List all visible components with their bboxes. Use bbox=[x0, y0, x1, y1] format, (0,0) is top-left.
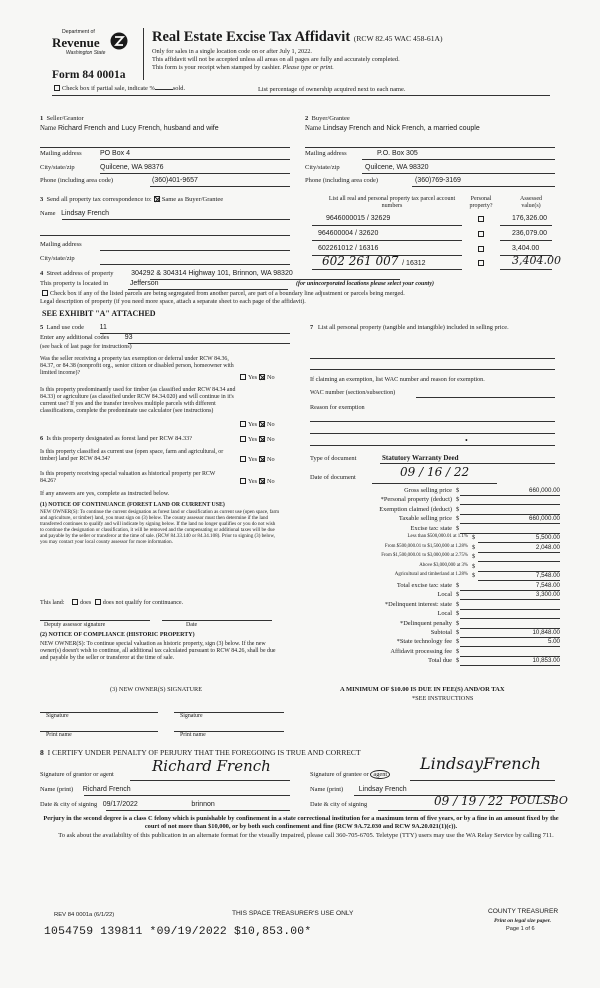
parcel-row-4-handwritten[interactable]: 602 261 007 / 16312 bbox=[322, 254, 426, 268]
form-title: Real Estate Excise Tax Affidavit bbox=[152, 29, 351, 45]
partial-sale-checkbox[interactable] bbox=[54, 85, 60, 91]
dept-line1: Department of bbox=[62, 29, 95, 35]
totals-row-label: Affidavit processing fee bbox=[390, 647, 452, 655]
dollar-sign: $ bbox=[472, 562, 476, 570]
grantor-city[interactable]: brinnon bbox=[191, 801, 215, 808]
dollar-sign: $ bbox=[456, 505, 460, 513]
q-forest-no[interactable] bbox=[259, 436, 265, 442]
totals-row-label: Local bbox=[437, 610, 452, 618]
grantee-date[interactable]: 09 / 19 / 22 bbox=[434, 794, 504, 808]
doc-type[interactable]: Statutory Warranty Deed bbox=[382, 454, 459, 462]
perjury-text: Perjury in the second degree is a class C felony which is punishable by confinement in a state correctional institution for a maximum term of five years, or by a fine in an amount fixed by the court of not more than $10,000, or by both such confinement and fine (RCW 9A.72.030 and RCW 9A.20.021(1)(c)). bbox=[43, 815, 559, 830]
form-number: Form 84 0001a bbox=[52, 69, 126, 81]
totals-row-value[interactable]: 660,000.00 bbox=[529, 487, 560, 494]
seller-phone[interactable]: (360)401-9657 bbox=[152, 177, 198, 184]
totals-row-label: Total excise tax: state bbox=[396, 582, 452, 589]
header-divider bbox=[143, 28, 144, 80]
buyer-mailing[interactable]: P.O. Box 305 bbox=[377, 150, 418, 157]
receipt-stamp: 1054759 139811 *09/19/2022 $10,853.00* bbox=[44, 926, 312, 938]
totals-row bbox=[310, 629, 560, 638]
totals-row-value[interactable]: 7,548.00 bbox=[535, 572, 560, 580]
q-current-use-yes[interactable] bbox=[240, 456, 246, 462]
q-exemption: Was the seller receiving a property tax exemption or deferral under RCW 84.36, 84.37, or 84.38 (nonprofit org., senior citizen or disabled person, homeowner with limited income)? bbox=[40, 356, 234, 377]
grantee-name-row: Name (print) Lindsay French bbox=[310, 786, 407, 793]
q-current-use: Is this property classified as current use (open space, farm and agricultural, or timber) land per RCW 84.34? bbox=[40, 449, 224, 463]
dept-revenue: Revenue bbox=[52, 35, 100, 50]
partial-sale-row bbox=[52, 85, 185, 92]
personal-checkbox-3[interactable] bbox=[478, 246, 484, 252]
if-yes-note: If any answers are yes, complete as instructed below. bbox=[40, 491, 170, 497]
seller-mailing-row: Mailing address PO Box 4 bbox=[40, 150, 130, 157]
dept-state: Washington State bbox=[66, 50, 106, 56]
personal-checkbox-4[interactable] bbox=[478, 260, 484, 266]
totals-row bbox=[310, 582, 560, 591]
totals-row-value[interactable]: 2,048.00 bbox=[535, 543, 560, 551]
seller-city-row: City/state/zip Quilcene, WA 98376 bbox=[40, 164, 164, 171]
totals-row bbox=[310, 525, 560, 534]
continuance-heading: (1) NOTICE OF CONTINUANCE (FOREST LAND OR CURRENT USE) bbox=[40, 502, 225, 508]
dor-logo bbox=[52, 30, 132, 62]
grantee-sig-label: Signature of grantee or agent bbox=[310, 771, 390, 778]
buyer-phone-row: Phone (including area code) (360)769-3169 bbox=[305, 177, 461, 184]
grantee-signature[interactable]: LindsayFrench bbox=[420, 754, 541, 773]
q-timber-no[interactable] bbox=[259, 421, 265, 427]
see-back-note: (see back of last page for instructions) bbox=[40, 344, 132, 350]
grantor-date[interactable]: 09/17/2022 bbox=[102, 801, 138, 808]
doc-date-row: Date of document bbox=[310, 474, 356, 481]
dollar-sign: $ bbox=[456, 524, 460, 532]
parcel-col-header: List all real and personal property tax parcel account numbers bbox=[328, 196, 456, 209]
totals-row bbox=[310, 610, 560, 619]
seller-heading: 1 Seller/Grantor bbox=[40, 115, 84, 122]
section3-name[interactable]: Lindsay French bbox=[61, 210, 110, 217]
q-timber-yesno: Yes No bbox=[238, 421, 275, 428]
q-historic-yesno: Yes No bbox=[238, 478, 275, 485]
totals-row-label: *Personal property (deduct) bbox=[380, 496, 452, 504]
totals-row-label: Agricultural and timberland at 1.28% bbox=[394, 572, 468, 578]
totals-row-label: *State technology fee bbox=[396, 638, 452, 646]
see-instructions-note: *SEE INSTRUCTIONS bbox=[412, 695, 474, 702]
buyer-phone[interactable]: (360)769-3169 bbox=[415, 177, 461, 184]
additional-codes[interactable]: 93 bbox=[124, 334, 133, 341]
section3-city-label: City/state/zip bbox=[40, 255, 75, 262]
personal-checkbox-1[interactable] bbox=[478, 216, 484, 222]
segregated-checkbox[interactable] bbox=[42, 290, 48, 296]
dollar-sign: $ bbox=[456, 657, 460, 665]
q-forest-yes[interactable] bbox=[240, 436, 246, 442]
form-rcw: (RCW 82.45 WAC 458-61A) bbox=[353, 34, 443, 43]
county[interactable]: Jefferson bbox=[129, 280, 159, 287]
buyer-city-row: City/state/zip Quilcene, WA 98320 bbox=[305, 164, 429, 171]
wa-logo-icon bbox=[110, 32, 128, 50]
totals-row-label: Exemption claimed (deduct) bbox=[379, 505, 452, 513]
land-use-code[interactable]: 11 bbox=[99, 324, 107, 331]
totals-row-label: From $1,500,000.01 to $3,000,000 at 2.75% bbox=[381, 553, 468, 559]
parcel-row-3[interactable]: 602261012 / 16316 bbox=[318, 245, 379, 252]
q-current-use-no[interactable] bbox=[259, 456, 265, 462]
dollar-sign: $ bbox=[472, 572, 476, 580]
seller-phone-row: Phone (including area code) (360)401-9657 bbox=[40, 177, 198, 184]
totals-row bbox=[310, 487, 560, 496]
totals-row bbox=[310, 591, 560, 600]
assessed-row-1[interactable]: 176,326.00 bbox=[512, 215, 548, 222]
header-title-row bbox=[152, 29, 443, 46]
grantor-signature[interactable]: Richard French bbox=[152, 757, 271, 775]
q-current-use-yesno: Yes No bbox=[238, 456, 275, 463]
dollar-sign: $ bbox=[472, 534, 476, 541]
q-exemption-no[interactable] bbox=[259, 374, 265, 380]
totals-row-label: Less than $500,000.01 at 1.1% bbox=[407, 534, 468, 539]
same-as-buyer-checkbox[interactable] bbox=[154, 196, 160, 202]
does-checkbox[interactable] bbox=[72, 599, 78, 605]
legal-desc-label: Legal description of property (if you need more space, attach a separate sheet to each page of the affidavit). bbox=[40, 298, 306, 305]
buyer-mailing-row: Mailing address P.O. Box 305 bbox=[305, 150, 418, 157]
dollar-sign: $ bbox=[456, 610, 460, 618]
seller-name-row: Name Richard French and Lucy French, husband and wife bbox=[40, 125, 219, 132]
totals-row-value[interactable]: 7,548.00 bbox=[535, 582, 560, 589]
totals-row-value[interactable]: 10,848.00 bbox=[532, 629, 560, 636]
this-land-row: This land: does does not qualify for continuance. bbox=[40, 600, 184, 606]
totals-row bbox=[310, 657, 560, 666]
assessed-row-3[interactable]: 3,404.00 bbox=[512, 245, 540, 252]
totals-row bbox=[310, 544, 560, 553]
totals-row-label: Excise tax: state bbox=[410, 524, 452, 532]
section3-label: 3 Send all property tax correspondence to: Same as Buyer/Grantee bbox=[40, 196, 224, 203]
header-note2: This affidavit will not be accepted unless all areas on all pages are fully and accurately completed. bbox=[152, 56, 400, 63]
grantor-name-row: Name (print) Richard French bbox=[40, 786, 131, 793]
section4-address-row: 4 Street address of property 304292 & 304314 Highway 101, Brinnon, WA 98320 bbox=[40, 270, 293, 277]
grantor-sig-label: Signature of grantor or agent bbox=[40, 771, 114, 778]
q-exemption-yes[interactable] bbox=[240, 374, 246, 380]
deputy-sig-label: Deputy assessor signature bbox=[44, 622, 106, 628]
totals-row bbox=[310, 534, 560, 543]
buyer-name[interactable]: Lindsay French and Nick French, a married couple bbox=[322, 125, 480, 132]
totals-row-label: *Delinquent penalty bbox=[400, 619, 452, 627]
new-owner-print-label-2: Print name bbox=[180, 732, 206, 738]
totals-row bbox=[310, 638, 560, 647]
claim-exemption-label: If claiming an exemption, list WAC number and reason for exemption. bbox=[310, 376, 485, 383]
parcel-row-1[interactable]: 9646000015 / 32629 bbox=[326, 215, 391, 222]
q-historic-no[interactable] bbox=[259, 478, 265, 484]
totals-row bbox=[310, 496, 560, 505]
dollar-sign: $ bbox=[456, 638, 460, 646]
additional-codes-row: Enter any additional codes 93 bbox=[40, 334, 133, 341]
totals-row-label: Gross selling price bbox=[404, 487, 452, 494]
new-owner-sig-heading: (3) NEW OWNER(S) SIGNATURE bbox=[110, 686, 203, 693]
personal-property-label: 7 List all personal property (tangible and intangible) included in selling price. bbox=[310, 324, 509, 331]
q-exemption-yesno: Yes No bbox=[238, 374, 275, 381]
grantee-agent-circled: agent bbox=[370, 770, 390, 779]
totals-row-label: Taxable selling price bbox=[398, 515, 452, 523]
q-timber-yes[interactable] bbox=[240, 421, 246, 427]
header-note3: This form is your receipt when stamped by cashier. Please type or print. bbox=[152, 64, 334, 71]
seller-name[interactable]: Richard French and Lucy French, husband and wife bbox=[57, 125, 219, 132]
land-use-row: 5 Land use code 11 bbox=[40, 324, 107, 331]
totals-row bbox=[310, 648, 560, 657]
totals-row-value[interactable]: 10,853.00 bbox=[532, 657, 560, 665]
compliance-text: NEW OWNER(S): To continue special valuation as historic property, sign (3) below. If the new owner(s) doesn't wish to continue, all additional tax calculated pursuant to RCW 84.26, shall be due and payable by the seller or transferor at the time of sale. bbox=[40, 641, 276, 661]
grantee-city[interactable]: POULSBO bbox=[510, 794, 568, 807]
partial-sale-label: Check box if partial sale, indicate % bbox=[62, 85, 155, 92]
continuance-text: NEW OWNER(S): To continue the current designation as forest land or classification as current use (open space, farm and agriculture, or timber) land, you must sign on (3) below. The county assessor must then determine if the land transferred continues to qualify and will indicate by signing below. If the land no longer qualifies or you do not wish to continue the designation or classification, it will be removed and the compensating or additional taxes will be due and payable by the seller or transferor at the time of sale. (RCW 84.33.140 or 84.34.108). Prior to signing (3) below, you may contact your local county assessor for more information. bbox=[40, 509, 280, 545]
certify-line: 8 I CERTIFY UNDER PENALTY OF PERJURY THAT THE FOREGOING IS TRUE AND CORRECT bbox=[40, 748, 361, 757]
totals-row-value[interactable]: 3,300.00 bbox=[535, 591, 560, 599]
parcel-row-2[interactable]: 964600004 / 32620 bbox=[318, 230, 379, 237]
compliance-heading: (2) NOTICE OF COMPLIANCE (HISTORIC PROPERTY) bbox=[40, 632, 195, 638]
rev-number: REV 84 0001a (6/1/22) bbox=[54, 912, 115, 918]
personal-col-header: Personal property? bbox=[469, 196, 493, 209]
dollar-sign: $ bbox=[456, 487, 460, 494]
dollar-sign: $ bbox=[456, 619, 460, 627]
dollar-sign: $ bbox=[456, 591, 460, 599]
totals-row-value[interactable]: 660,000.00 bbox=[529, 515, 560, 523]
assessed-col-header: Assessed value(s) bbox=[520, 196, 542, 209]
totals-row-value[interactable]: 5.00 bbox=[547, 638, 560, 646]
partial-sale-suffix: sold. bbox=[172, 85, 186, 92]
dollar-sign: $ bbox=[472, 553, 476, 561]
q-timber: Is this property predominantly used for timber (as classified under RCW 84.34 and 84.33) or agriculture (as classified under RCW 84.34.020) and will continue in it's current use? If yes and the transfer involves multiple parcels with different classifications, complete the predominate use calculator (see instructions) bbox=[40, 387, 236, 415]
page-number: Page 1 of 6 bbox=[506, 926, 535, 932]
totals-row bbox=[310, 506, 560, 515]
buyer-heading: 2 Buyer/Grantee bbox=[305, 115, 350, 122]
totals-row-label: Above $3,000,000 at 3% bbox=[419, 562, 468, 568]
q-forest-yesno: Yes No bbox=[238, 436, 275, 443]
q-historic: Is this property receiving special valuation as historical property per RCW 84.26? bbox=[40, 471, 216, 485]
exhibit-a[interactable]: SEE EXHIBIT "A" ATTACHED bbox=[42, 309, 156, 318]
buyer-city[interactable]: Quilcene, WA 98320 bbox=[365, 164, 429, 171]
header-note1: Only for sales in a single location code on or after July 1, 2022. bbox=[152, 48, 313, 55]
deputy-date-label: Date bbox=[186, 622, 198, 628]
new-owner-sig-label-2: Signature bbox=[180, 713, 203, 719]
totals-row bbox=[310, 572, 560, 581]
does-not-checkbox[interactable] bbox=[95, 599, 101, 605]
grantor-date-row: Date & city of signing 09/17/2022 brinnon bbox=[40, 801, 215, 808]
doc-date[interactable]: 09 / 16 / 22 bbox=[400, 465, 470, 479]
dollar-sign: $ bbox=[456, 600, 460, 608]
totals-row-label: *Delinquent interest: state bbox=[384, 600, 452, 608]
county-treasurer: COUNTY TREASURER bbox=[488, 908, 559, 915]
dollar-sign: $ bbox=[472, 543, 476, 551]
located-row: This property is located in Jefferson bbox=[40, 280, 159, 287]
totals-row-value[interactable]: 5,500.00 bbox=[535, 534, 560, 541]
buyer-name-row: Name Lindsay French and Nick French, a married couple bbox=[305, 125, 480, 132]
assessed-row-2[interactable]: 236,079.00 bbox=[512, 230, 548, 237]
assessed-row-4-handwritten[interactable]: 3,404.00 bbox=[512, 254, 561, 267]
wac-label: WAC number (section/subsection) bbox=[310, 389, 396, 396]
totals-row bbox=[310, 620, 560, 629]
totals-row bbox=[310, 601, 560, 610]
list-pct-label: List percentage of ownership acquired next to each name. bbox=[258, 86, 406, 93]
header-bottom-line bbox=[52, 95, 550, 96]
totals-row bbox=[310, 563, 560, 572]
section3-mailing-label: Mailing address bbox=[40, 241, 82, 248]
reason-label: Reason for exemption bbox=[310, 404, 365, 411]
totals-row-label: Local bbox=[437, 591, 452, 599]
legal-paper-note: Print on legal size paper. bbox=[494, 918, 552, 924]
q-forest: 6 Is this property designated as forest land per RCW 84.33? bbox=[40, 435, 193, 442]
dollar-sign: $ bbox=[456, 496, 460, 504]
unincorporated-note: (for unincorporated locations please select your county) bbox=[296, 281, 434, 287]
property-address[interactable]: 304292 & 304314 Highway 101, Brinnon, WA 98320 bbox=[131, 270, 293, 277]
q-historic-yes[interactable] bbox=[240, 478, 246, 484]
section3-name-row: Name Lindsay French bbox=[40, 210, 110, 217]
totals-row-label: Subtotal bbox=[430, 629, 452, 636]
dollar-sign: $ bbox=[456, 629, 460, 636]
seller-mailing[interactable]: PO Box 4 bbox=[100, 150, 130, 157]
new-owner-sig-label-1: Signature bbox=[46, 713, 69, 719]
dot-mark: • bbox=[465, 436, 468, 445]
new-owner-print-label-1: Print name bbox=[46, 732, 72, 738]
segregated-row: Check box if any of the listed parcels are being segregated from another parcel, are part of a boundary line adjustment or parcels being merged. bbox=[40, 290, 405, 297]
totals-row bbox=[310, 515, 560, 524]
grantor-name[interactable]: Richard French bbox=[82, 786, 131, 793]
doc-type-row: Type of document Statutory Warranty Deed bbox=[310, 454, 459, 462]
treasurer-use: THIS SPACE TREASURER'S USE ONLY bbox=[232, 910, 354, 917]
grantee-name[interactable]: Lindsay French bbox=[358, 786, 407, 793]
dollar-sign: $ bbox=[456, 582, 460, 589]
personal-checkbox-2[interactable] bbox=[478, 231, 484, 237]
dollar-sign: $ bbox=[456, 647, 460, 655]
minimum-note: A MINIMUM OF $10.00 IS DUE IN FEE(S) AND/OR TAX bbox=[340, 686, 505, 693]
seller-city[interactable]: Quilcene, WA 98376 bbox=[100, 164, 164, 171]
dollar-sign: $ bbox=[456, 515, 460, 523]
totals-row-label: Total due bbox=[428, 657, 452, 665]
availability-text: To ask about the availability of this publication in an alternate format for the visually impaired, please call 360-705-6705. Teletype (TTY) users may use the WA Relay Service by calling 711. bbox=[58, 832, 554, 839]
totals-row-label: From $500,000.01 to $1,500,000 at 1.28% bbox=[384, 543, 468, 549]
totals-row bbox=[310, 553, 560, 562]
grantee-date-row: Date & city of signing bbox=[310, 801, 368, 808]
